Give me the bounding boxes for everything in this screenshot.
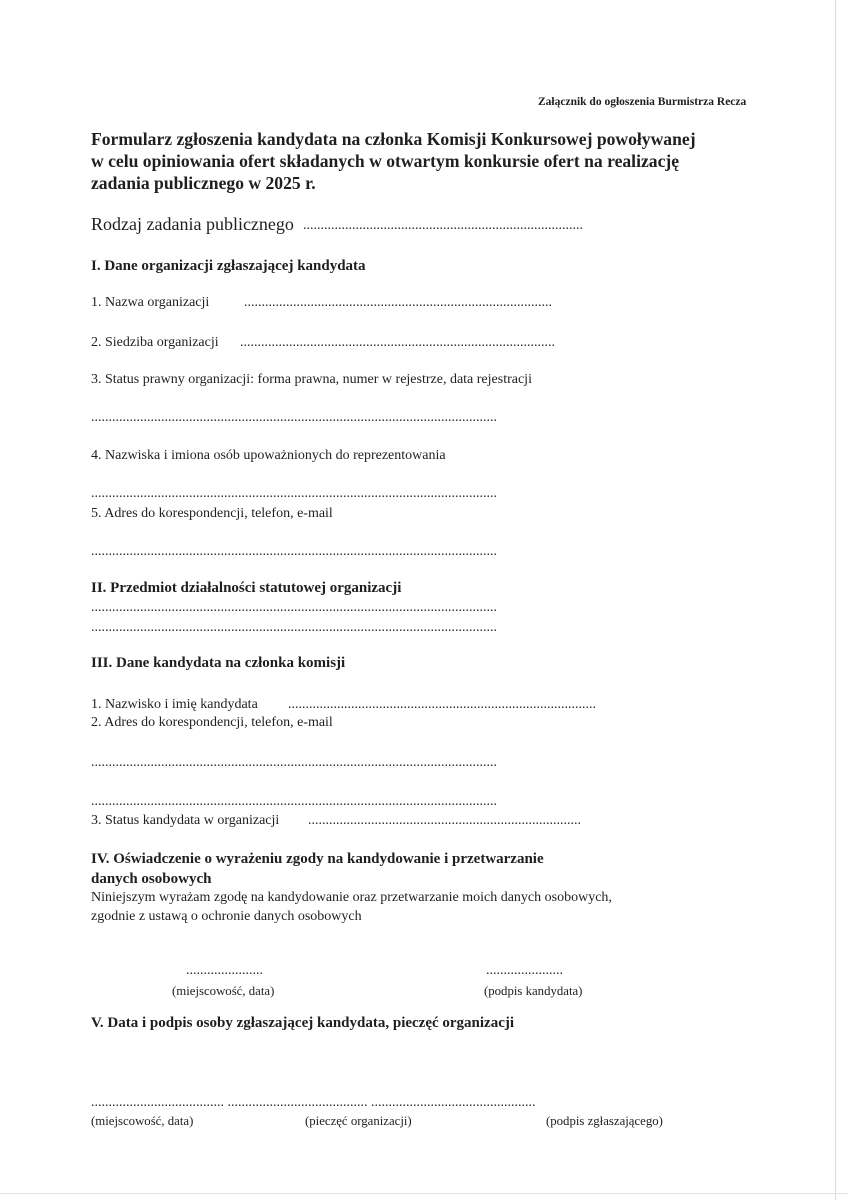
candidate-signature-field[interactable]: ...................... — [486, 963, 563, 978]
candidate-contact-field-1[interactable]: .................................................................................................................... — [91, 755, 497, 770]
section-4-heading-line-1: IV. Oświadczenie o wyrażeniu zgody na kandydowanie i przetwarzanie — [91, 851, 544, 867]
statutory-activity-field-2[interactable]: .................................................................................................................... — [91, 620, 497, 635]
candidate-name-field[interactable]: ........................................................................................ — [288, 697, 596, 712]
submitter-signature-label: (podpis zgłaszającego) — [546, 1114, 663, 1128]
form-title-line-2: w celu opiniowania ofert składanych w otwartym konkursie ofert na realizację — [91, 151, 680, 171]
candidate-status-field[interactable]: .............................................................................. — [308, 813, 581, 828]
section-3-heading: III. Dane kandydata na członka komisji — [91, 655, 346, 671]
candidate-place-date-field[interactable]: ...................... — [186, 963, 263, 978]
org-representatives-field[interactable]: .................................................................................................................... — [91, 486, 497, 501]
submitter-signature-line[interactable]: ...................................... ........................................ ............................................... — [91, 1095, 536, 1110]
org-legal-status-label: 3. Status prawny organizacji: forma prawna, numer w rejestrze, data rejestracji — [91, 372, 532, 387]
consent-text-line-1: Niniejszym wyrażam zgodę na kandydowanie oraz przetwarzanie moich danych osobowych, — [91, 890, 612, 905]
org-contact-label: 5. Adres do korespondencji, telefon, e-mail — [91, 506, 333, 521]
submitter-place-date-label: (miejscowość, data) — [91, 1114, 194, 1128]
task-type-label: Rodzaj zadania publicznego — [91, 214, 294, 234]
org-name-label: 1. Nazwa organizacji — [91, 295, 210, 310]
form-title-line-3: zadania publicznego w 2025 r. — [91, 173, 316, 193]
org-seat-label: 2. Siedziba organizacji — [91, 335, 219, 350]
organization-stamp-label: (pieczęć organizacji) — [305, 1114, 412, 1128]
org-seat-field[interactable]: .......................................................................................... — [240, 335, 555, 350]
annex-note: Załącznik do ogłoszenia Burmistrza Recza — [538, 96, 747, 108]
org-name-field[interactable]: ........................................................................................ — [244, 295, 552, 310]
page-edge-right — [835, 0, 836, 1200]
section-1-heading: I. Dane organizacji zgłaszającej kandydata — [91, 258, 366, 274]
section-2-heading: II. Przedmiot działalności statutowej organizacji — [91, 580, 402, 596]
consent-text-line-2: zgodnie z ustawą o ochronie danych osobowych — [91, 909, 362, 924]
page-edge-bottom — [0, 1193, 848, 1194]
task-type-field[interactable]: ................................................................................ — [303, 218, 583, 233]
section-4-heading-line-2: danych osobowych — [91, 871, 212, 887]
candidate-contact-field-2[interactable]: .................................................................................................................... — [91, 794, 497, 809]
statutory-activity-field-1[interactable]: .................................................................................................................... — [91, 600, 497, 615]
candidate-contact-label: 2. Adres do korespondencji, telefon, e-mail — [91, 715, 333, 730]
org-representatives-label: 4. Nazwiska i imiona osób upoważnionych do reprezentowania — [91, 448, 446, 463]
form-title-line-1: Formularz zgłoszenia kandydata na członka Komisji Konkursowej powoływanej — [91, 129, 696, 149]
org-legal-status-field[interactable]: .................................................................................................................... — [91, 410, 497, 425]
candidate-name-label: 1. Nazwisko i imię kandydata — [91, 697, 258, 712]
org-contact-field[interactable]: .................................................................................................................... — [91, 544, 497, 559]
candidate-signature-label: (podpis kandydata) — [484, 984, 583, 998]
section-5-heading: V. Data i podpis osoby zgłaszającej kandydata, pieczęć organizacji — [91, 1015, 515, 1031]
candidate-status-label: 3. Status kandydata w organizacji — [91, 813, 280, 828]
candidate-place-date-label: (miejscowość, data) — [172, 984, 275, 998]
